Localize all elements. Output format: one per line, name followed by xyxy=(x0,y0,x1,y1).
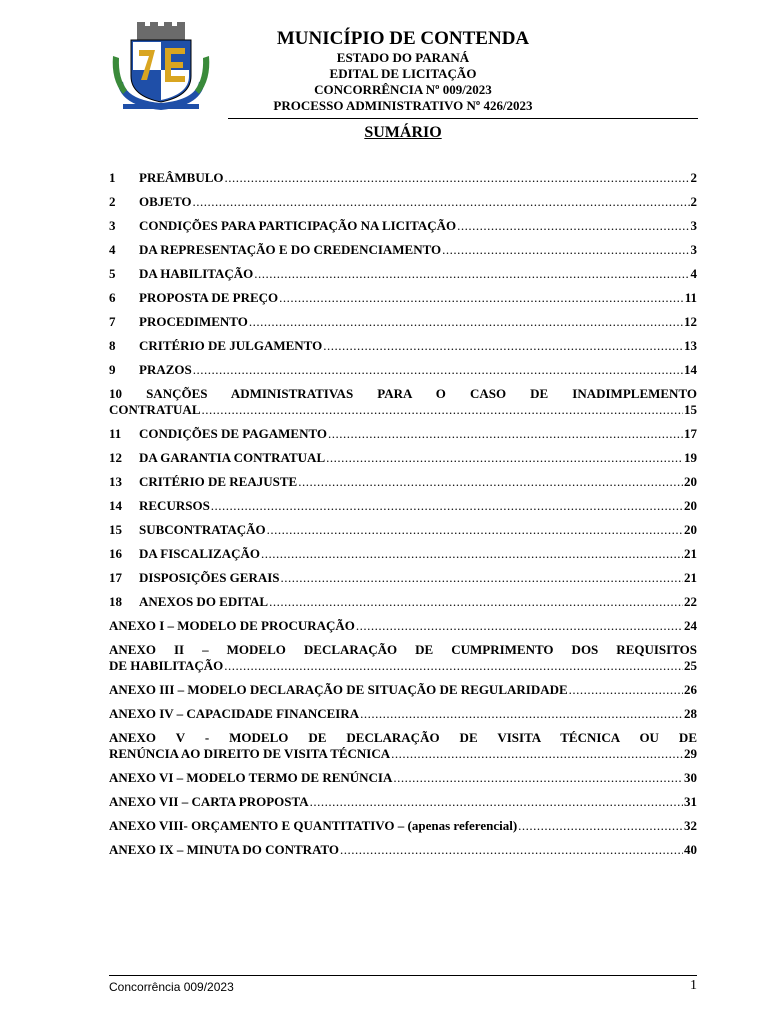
toc-entry-label: ANEXO VII – CARTA PROPOSTA xyxy=(109,794,309,809)
toc-dot-leader xyxy=(298,474,683,490)
toc-entry[interactable] xyxy=(109,818,697,834)
toc-entry[interactable] xyxy=(109,218,697,234)
toc-dot-leader xyxy=(323,338,683,354)
toc-entry-page: 21 xyxy=(684,546,697,561)
toc-entry-label: ANEXO I – MODELO DE PROCURAÇÃO xyxy=(109,618,355,633)
footer-divider xyxy=(109,975,697,976)
toc-entry-number: 18 xyxy=(109,594,122,609)
toc-entry-number: 16 xyxy=(109,546,122,561)
toc-entry-page: 13 xyxy=(684,338,697,353)
edital-line: EDITAL DE LICITAÇÃO xyxy=(329,66,477,81)
document-header xyxy=(240,28,566,114)
toc-dot-leader xyxy=(261,546,683,562)
toc-entry-label-line1 xyxy=(109,386,697,402)
toc-entry-number: 1 xyxy=(109,170,116,185)
toc-entry-page: 30 xyxy=(684,770,697,785)
toc-entry-page: 15 xyxy=(684,402,697,417)
toc-entry[interactable] xyxy=(109,770,697,786)
toc-entry-label: DA REPRESENTAÇÃO E DO CREDENCIAMENTO xyxy=(139,242,442,257)
toc-entry-label: ANEXO IX – MINUTA DO CONTRATO xyxy=(109,842,340,857)
toc-entry-label: PROCEDIMENTO xyxy=(139,314,248,329)
toc-dot-leader xyxy=(457,218,689,234)
toc-entry-label: SUBCONTRATAÇÃO xyxy=(139,522,266,537)
toc-entry-page: 3 xyxy=(690,242,697,257)
toc-dot-leader xyxy=(193,362,683,378)
toc-dot-leader xyxy=(202,402,684,418)
toc-entry-number: 10 xyxy=(109,386,122,401)
toc-entry-page: 20 xyxy=(684,498,697,513)
toc-entry[interactable] xyxy=(109,474,697,490)
toc-entry-page: 20 xyxy=(684,474,697,489)
toc-entry-number: 17 xyxy=(109,570,122,585)
toc-dot-leader xyxy=(267,522,683,538)
toc-entry[interactable] xyxy=(109,522,697,538)
toc-entry-label: PREÂMBULO xyxy=(139,170,224,185)
toc-entry-page: 20 xyxy=(684,522,697,537)
toc-entry-label: RENÚNCIA AO DIREITO DE VISITA TÉCNICA xyxy=(109,746,391,761)
toc-entry-number: 4 xyxy=(109,242,116,257)
toc-dot-leader xyxy=(269,594,683,610)
toc-entry-number: 15 xyxy=(109,522,122,537)
toc-entry-page: 17 xyxy=(684,426,697,441)
sumario-heading: SUMÁRIO xyxy=(364,124,442,141)
toc-entry-page: 11 xyxy=(684,290,697,305)
toc-entry-number: 14 xyxy=(109,498,122,513)
toc-entry[interactable] xyxy=(109,794,697,810)
toc-entry[interactable] xyxy=(109,546,697,562)
toc-dot-leader xyxy=(360,706,683,722)
toc-entry-page: 25 xyxy=(684,658,697,673)
toc-dot-leader xyxy=(340,842,683,858)
toc-entry-page: 19 xyxy=(684,450,697,465)
toc-entry[interactable] xyxy=(109,266,697,282)
toc-entry-number: 2 xyxy=(109,194,116,209)
toc-entry-label: ANEXO VI – MODELO TERMO DE RENÚNCIA xyxy=(109,770,393,785)
toc-entry-number: 5 xyxy=(109,266,116,281)
toc-entry-label: ANEXO III – MODELO DECLARAÇÃO DE SITUAÇÃO DE REGULARIDADE xyxy=(109,682,568,697)
toc-entry[interactable] xyxy=(109,842,697,858)
toc-entry-label: ANEXOS DO EDITAL xyxy=(139,594,269,609)
toc-dot-leader xyxy=(518,818,683,834)
toc-entry-label: DE HABILITAÇÃO xyxy=(109,658,224,673)
toc-dot-leader xyxy=(279,290,684,306)
toc-entry-label: ANEXO VIII- ORÇAMENTO E QUANTITATIVO – (apenas referencial) xyxy=(109,818,518,833)
footer-page-number: 1 xyxy=(690,978,697,993)
toc-entry-label: DA GARANTIA CONTRATUAL xyxy=(139,450,326,465)
municipal-crest-logo xyxy=(109,20,213,114)
toc-dot-leader xyxy=(224,658,683,674)
toc-entry[interactable] xyxy=(109,314,697,330)
toc-entry-label: DA HABILITAÇÃO xyxy=(139,266,254,281)
toc-entry-label: RECURSOS xyxy=(139,498,210,513)
toc-entry-label-text: SANÇÕES ADMINISTRATIVAS PARA O CASO DE INADIMPLEMENTO xyxy=(146,386,697,401)
toc-entry-label: CRITÉRIO DE REAJUSTE xyxy=(139,474,298,489)
toc-dot-leader xyxy=(254,266,689,282)
toc-entry[interactable] xyxy=(109,498,697,514)
toc-entry[interactable] xyxy=(109,682,697,698)
toc-entry[interactable] xyxy=(109,290,697,306)
toc-entry-page: 40 xyxy=(684,842,697,857)
toc-entry-page: 29 xyxy=(684,746,697,761)
toc-entry-page: 28 xyxy=(684,706,697,721)
toc-dot-leader xyxy=(281,570,683,586)
toc-entry[interactable] xyxy=(109,170,697,186)
toc-entry-label: PROPOSTA DE PREÇO xyxy=(139,290,279,305)
toc-dot-leader xyxy=(225,170,690,186)
toc-entry[interactable] xyxy=(109,426,697,442)
toc-entry[interactable] xyxy=(109,618,697,634)
toc-dot-leader xyxy=(326,450,683,466)
toc-entry-page: 26 xyxy=(684,682,697,697)
toc-entry[interactable] xyxy=(109,706,697,722)
toc-dot-leader xyxy=(211,498,683,514)
toc-entry-page: 14 xyxy=(684,362,697,377)
toc-entry-page: 2 xyxy=(690,194,697,209)
toc-entry[interactable] xyxy=(109,386,697,418)
toc-entry[interactable] xyxy=(109,642,697,674)
toc-entry-label: PRAZOS xyxy=(139,362,192,377)
toc-dot-leader xyxy=(356,618,683,634)
toc-entry[interactable] xyxy=(109,362,697,378)
footer-document-name: Concorrência 009/2023 xyxy=(109,980,234,994)
toc-entry-page: 22 xyxy=(684,594,697,609)
toc-entry-page: 24 xyxy=(684,618,697,633)
toc-dot-leader xyxy=(391,746,683,762)
toc-entry[interactable] xyxy=(109,450,697,466)
toc-entry[interactable] xyxy=(109,338,697,354)
toc-entry-label: DISPOSIÇÕES GERAIS xyxy=(139,570,280,585)
toc-entry-page: 2 xyxy=(690,170,697,185)
concorrencia-line: CONCORRÊNCIA Nº 009/2023 xyxy=(314,82,492,97)
toc-entry[interactable] xyxy=(109,194,697,210)
toc-entry-label-line1: ANEXO II – MODELO DECLARAÇÃO DE CUMPRIMENTO DOS REQUISITOS xyxy=(109,642,697,657)
toc-entry-label: CONTRATUAL xyxy=(109,402,201,417)
toc-entry-number: 9 xyxy=(109,362,116,377)
toc-dot-leader xyxy=(393,770,683,786)
toc-entry-number: 7 xyxy=(109,314,116,329)
toc-entry-page: 21 xyxy=(684,570,697,585)
toc-entry-page: 3 xyxy=(690,218,697,233)
toc-entry[interactable] xyxy=(109,242,697,258)
toc-dot-leader xyxy=(310,794,683,810)
toc-entry-number: 12 xyxy=(109,450,122,465)
state-line: ESTADO DO PARANÁ xyxy=(336,50,470,65)
toc-entry-page: 32 xyxy=(684,818,697,833)
toc-entry-label: CRITÉRIO DE JULGAMENTO xyxy=(139,338,323,353)
toc-entry-label: CONDIÇÕES DE PAGAMENTO xyxy=(139,426,328,441)
toc-entry[interactable] xyxy=(109,570,697,586)
toc-entry-label-line1: ANEXO V - MODELO DE DECLARAÇÃO DE VISITA TÉCNICA OU DE xyxy=(109,730,697,745)
toc-entry[interactable] xyxy=(109,730,697,762)
toc-dot-leader xyxy=(193,194,690,210)
toc-entry-label: OBJETO xyxy=(139,194,192,209)
toc-entry-label: CONDIÇÕES PARA PARTICIPAÇÃO NA LICITAÇÃO xyxy=(139,218,457,233)
processo-line: PROCESSO ADMINISTRATIVO Nº 426/2023 xyxy=(273,98,533,113)
toc-entry-number: 3 xyxy=(109,218,116,233)
toc-dot-leader xyxy=(328,426,683,442)
toc-entry-number: 6 xyxy=(109,290,116,305)
toc-entry[interactable] xyxy=(109,594,697,610)
toc-dot-leader xyxy=(249,314,683,330)
toc-entry-page: 4 xyxy=(690,266,697,281)
toc-entry-label: DA FISCALIZAÇÃO xyxy=(139,546,260,561)
toc-entry-number: 11 xyxy=(109,426,122,441)
toc-entry-label: ANEXO IV – CAPACIDADE FINANCEIRA xyxy=(109,706,360,721)
toc-entry-page: 12 xyxy=(684,314,697,329)
municipality-title: MUNICÍPIO DE CONTENDA xyxy=(276,28,530,49)
toc-dot-leader xyxy=(442,242,689,258)
toc-dot-leader xyxy=(569,682,683,698)
toc-entry-number: 13 xyxy=(109,474,122,489)
toc-entry-page: 31 xyxy=(684,794,697,809)
toc-entry-number: 8 xyxy=(109,338,116,353)
header-divider xyxy=(228,118,698,119)
